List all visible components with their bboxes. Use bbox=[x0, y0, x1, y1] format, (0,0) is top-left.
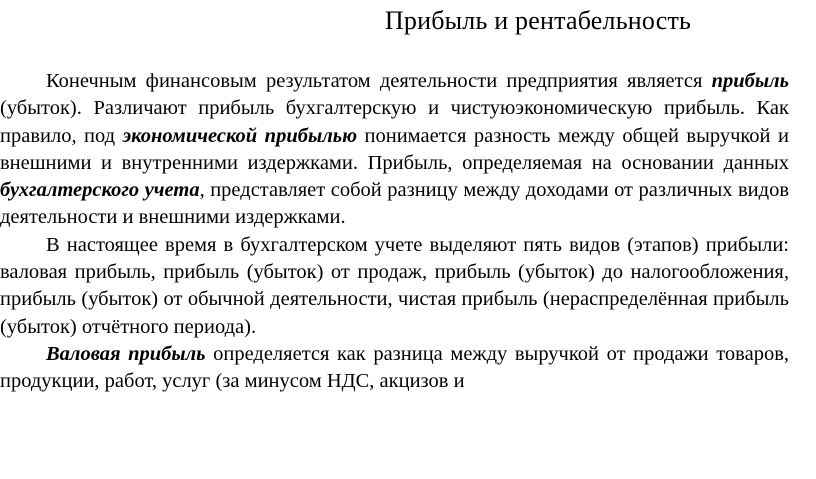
paragraph-profit-definition bbox=[0, 68, 789, 232]
text-run: , представляет собой разницу между доходами от различных видов деятельности и внешними издержками. bbox=[0, 179, 789, 229]
paragraph-gross-profit bbox=[0, 341, 789, 396]
text-run: (убыток). Различают прибыль бухгалтерскую и чистуюэкономическую прибыль. Как правило, под bbox=[0, 97, 789, 147]
term-gross-profit: Валовая прибыль bbox=[46, 342, 206, 365]
term-accounting: бухгалтерского учета bbox=[0, 179, 200, 202]
text-run: понимается разность между общей выручкой и внешними и внутренними издержками. Прибыль, определяемая на основании данных bbox=[0, 124, 789, 174]
text-run: Конечным финансовым результатом деятельности предприятия является bbox=[46, 70, 712, 92]
page-title: Прибыль и рентабельность bbox=[384, 6, 692, 35]
term-economic-profit: экономической прибылью bbox=[122, 124, 358, 147]
document-body bbox=[0, 68, 789, 396]
term-profit: прибыль bbox=[711, 70, 789, 92]
text-run: определяется как разница между выручкой от продажи товаров, продукции, работ, услуг (за минусом НДС, акцизов и bbox=[0, 342, 789, 393]
text-run: В настоящее время в бухгалтерском учете выделяют пять видов (этапов) прибыли: валовая прибыль, прибыль (убыток) от продаж, прибыль (убыток) до налогообложения, прибыль (убыток) от обычной деятельности, чистая прибыль (нераспределённая прибыль (убыток) отчётного периода). bbox=[0, 233, 789, 338]
paragraph-profit-types bbox=[0, 232, 789, 341]
